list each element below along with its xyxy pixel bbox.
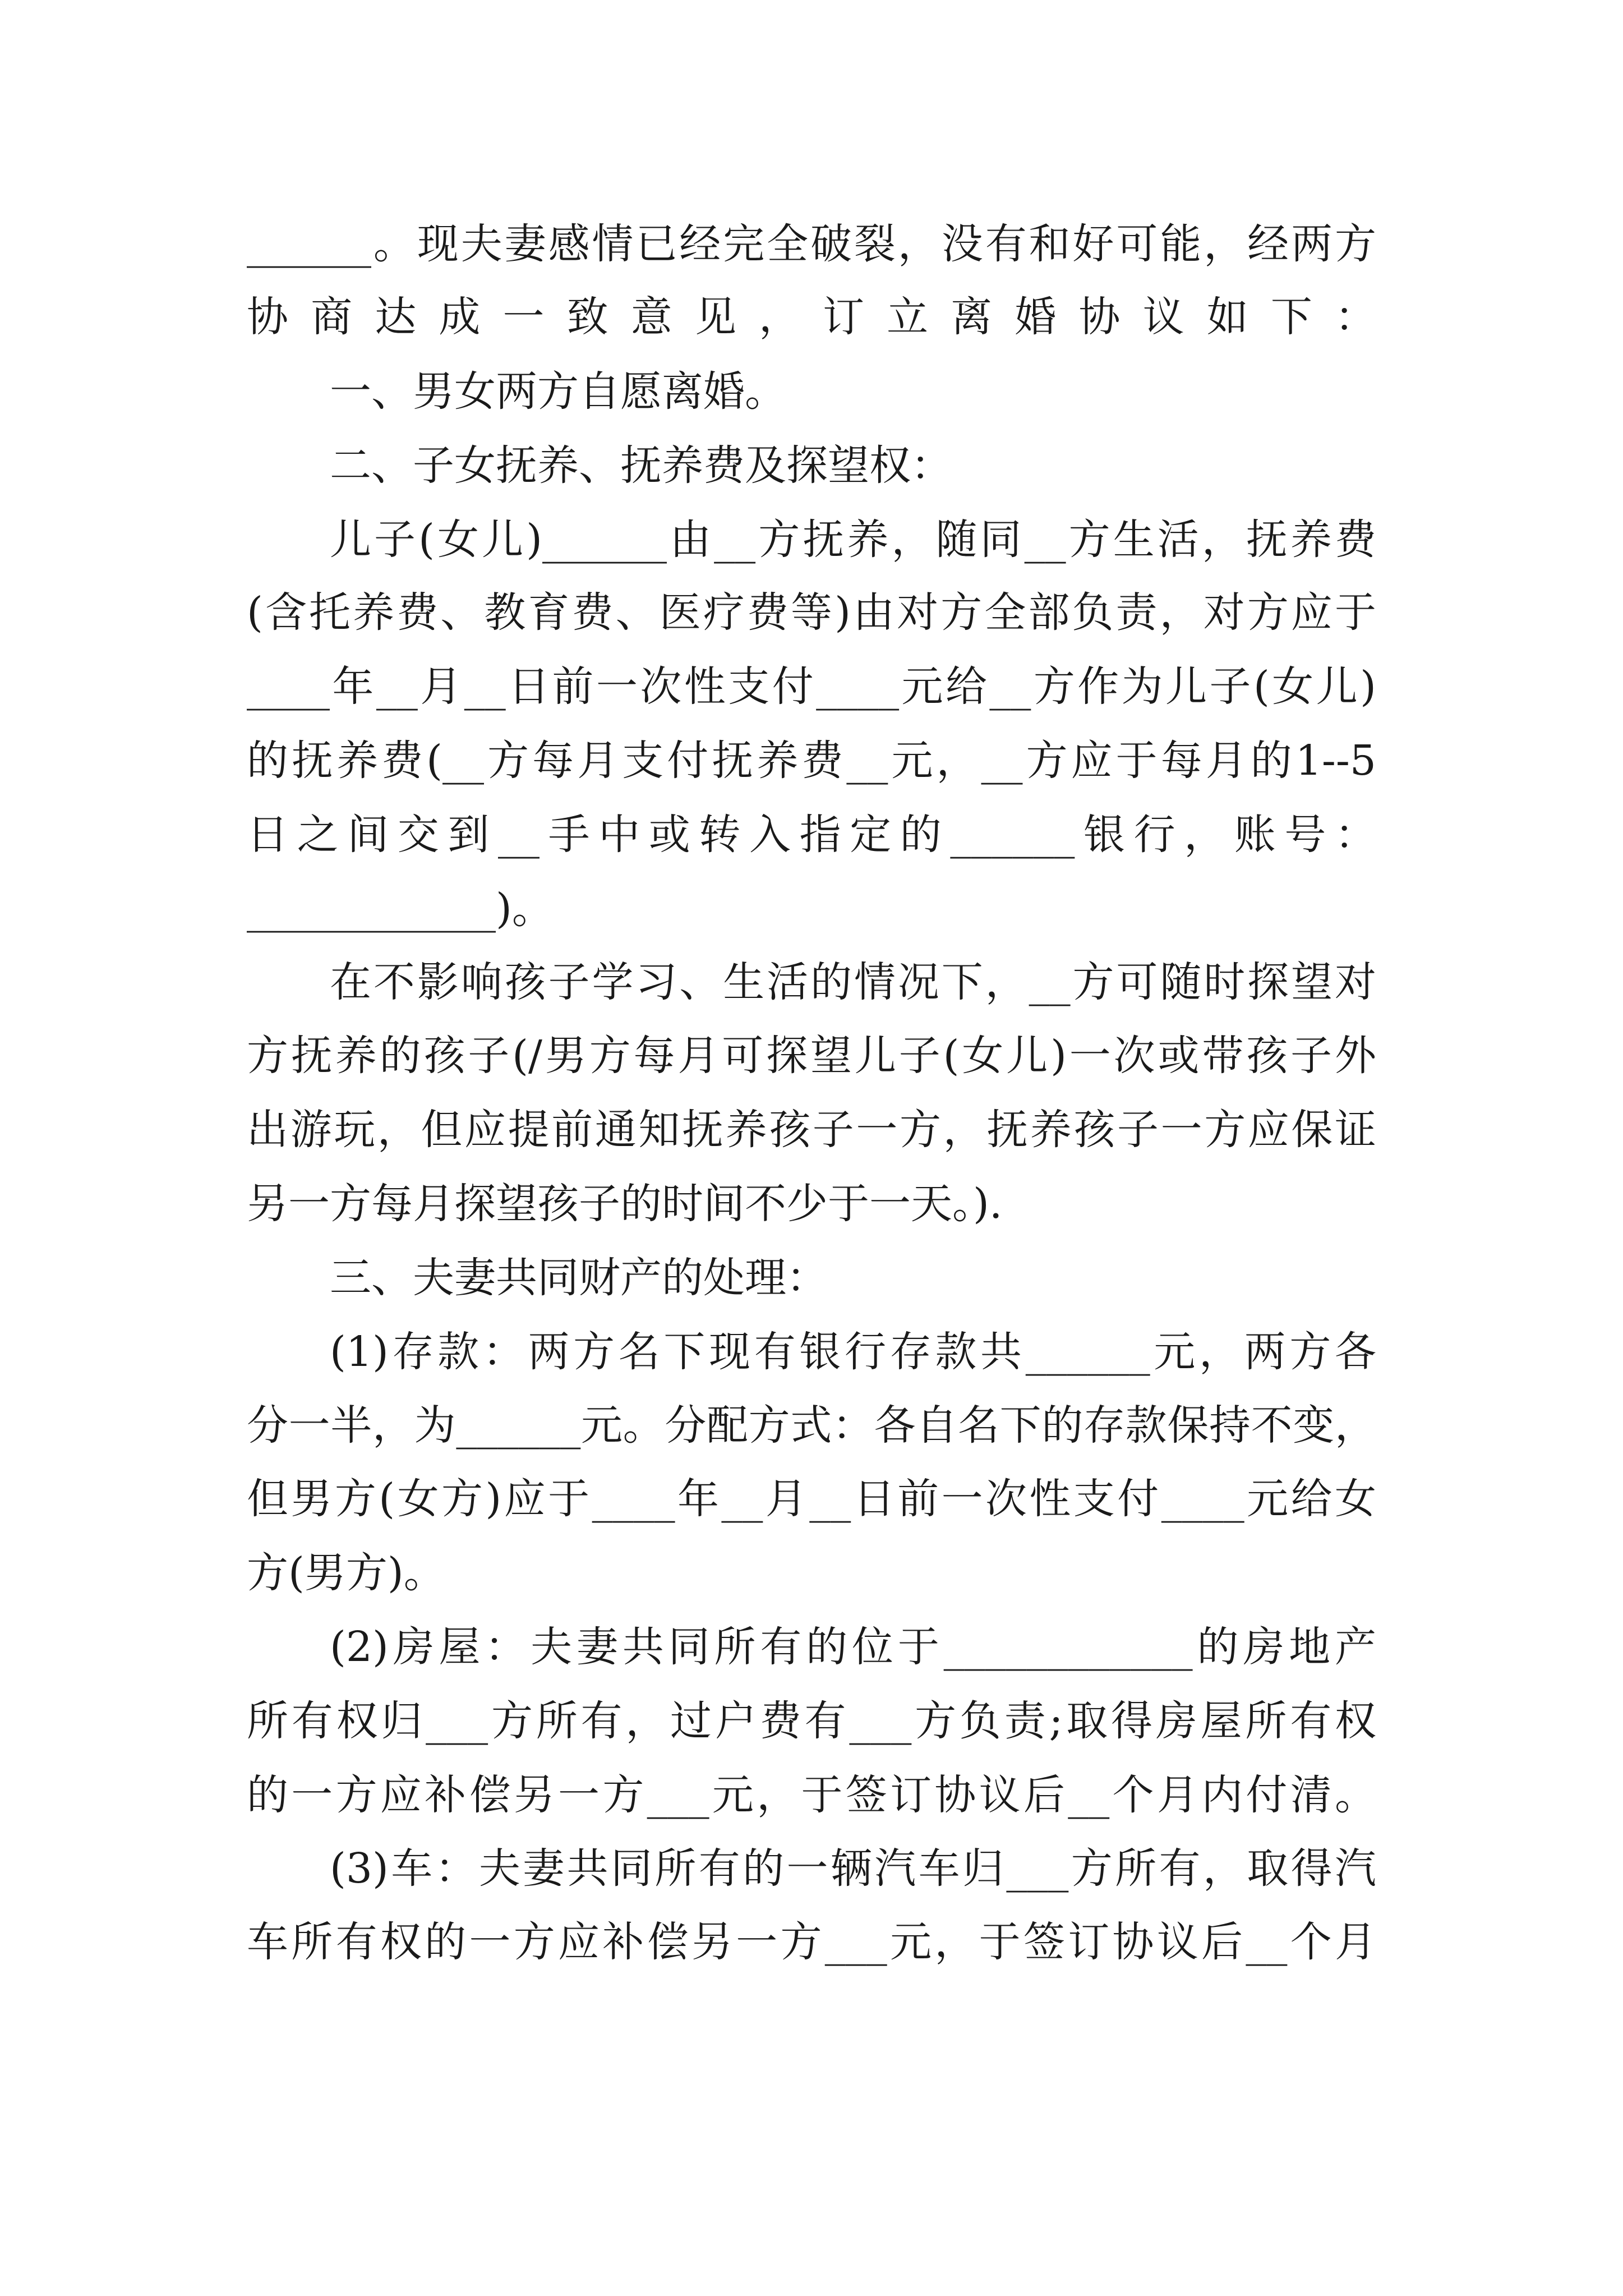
text-line-17: 分一半，为______元。分配方式：各自名下的存款保持不变， bbox=[247, 1401, 1376, 1450]
text-line-11: 在不影响孩子学习、生活的情况下，__方可随时探望对 bbox=[330, 958, 1376, 1006]
text-line-21: 所有权归___方所有，过户费有___方负责;取得房屋所有权 bbox=[247, 1697, 1376, 1745]
text-line-14: 另一方每月探望孩子的时间不少于一天。). bbox=[247, 1180, 1003, 1228]
text-line-18: 但男方(女方)应于____年__月__日前一次性支付____元给女 bbox=[247, 1475, 1376, 1523]
text-line-23: (3)车：夫妻共同所有的一辆汽车归___方所有，取得汽 bbox=[330, 1844, 1376, 1893]
text-line-9: 日之间交到__手中或转入指定的______银行，账号： bbox=[247, 811, 1376, 859]
text-line-3: 一、男女两方自愿离婚。 bbox=[330, 367, 786, 416]
text-line-24: 车所有权的一方应补偿另一方___元，于签订协议后__个月 bbox=[247, 1918, 1376, 1966]
text-line-22: 的一方应补偿另一方___元，于签订协议后__个月内付清。 bbox=[247, 1771, 1376, 1819]
text-line-16: (1)存款：两方名下现有银行存款共______元，两方各 bbox=[330, 1328, 1376, 1376]
text-line-7: ____年__月__日前一次性支付____元给__方作为儿子(女儿) bbox=[247, 662, 1376, 711]
text-line-19: 方(男方)。 bbox=[247, 1549, 445, 1597]
text-line-8: 的抚养费(__方每月支付抚养费__元，__方应于每月的1--5 bbox=[247, 737, 1376, 785]
text-line-12: 方抚养的孩子(/男方每月可探望儿子(女儿)一次或带孩子外 bbox=[247, 1032, 1376, 1080]
text-line-2: 协商达成一致意见，订立离婚协议如下： bbox=[247, 293, 1376, 341]
text-line-13: 出游玩，但应提前通知抚养孩子一方，抚养孩子一方应保证 bbox=[247, 1106, 1376, 1154]
text-line-1: ______。现夫妻感情已经完全破裂，没有和好可能，经两方 bbox=[247, 220, 1376, 268]
text-line-4: 二、子女抚养、抚养费及探望权： bbox=[330, 441, 952, 490]
text-line-6: (含托养费、教育费、医疗费等)由对方全部负责，对方应于 bbox=[247, 588, 1376, 637]
text-line-5: 儿子(女儿)______由__方抚养，随同__方生活，抚养费 bbox=[330, 516, 1376, 564]
text-line-20: (2)房屋：夫妻共同所有的位于____________的房地产 bbox=[330, 1623, 1376, 1671]
text-line-10: ____________)。 bbox=[247, 885, 554, 933]
text-line-15: 三、夫妻共同财产的处理： bbox=[330, 1254, 828, 1302]
